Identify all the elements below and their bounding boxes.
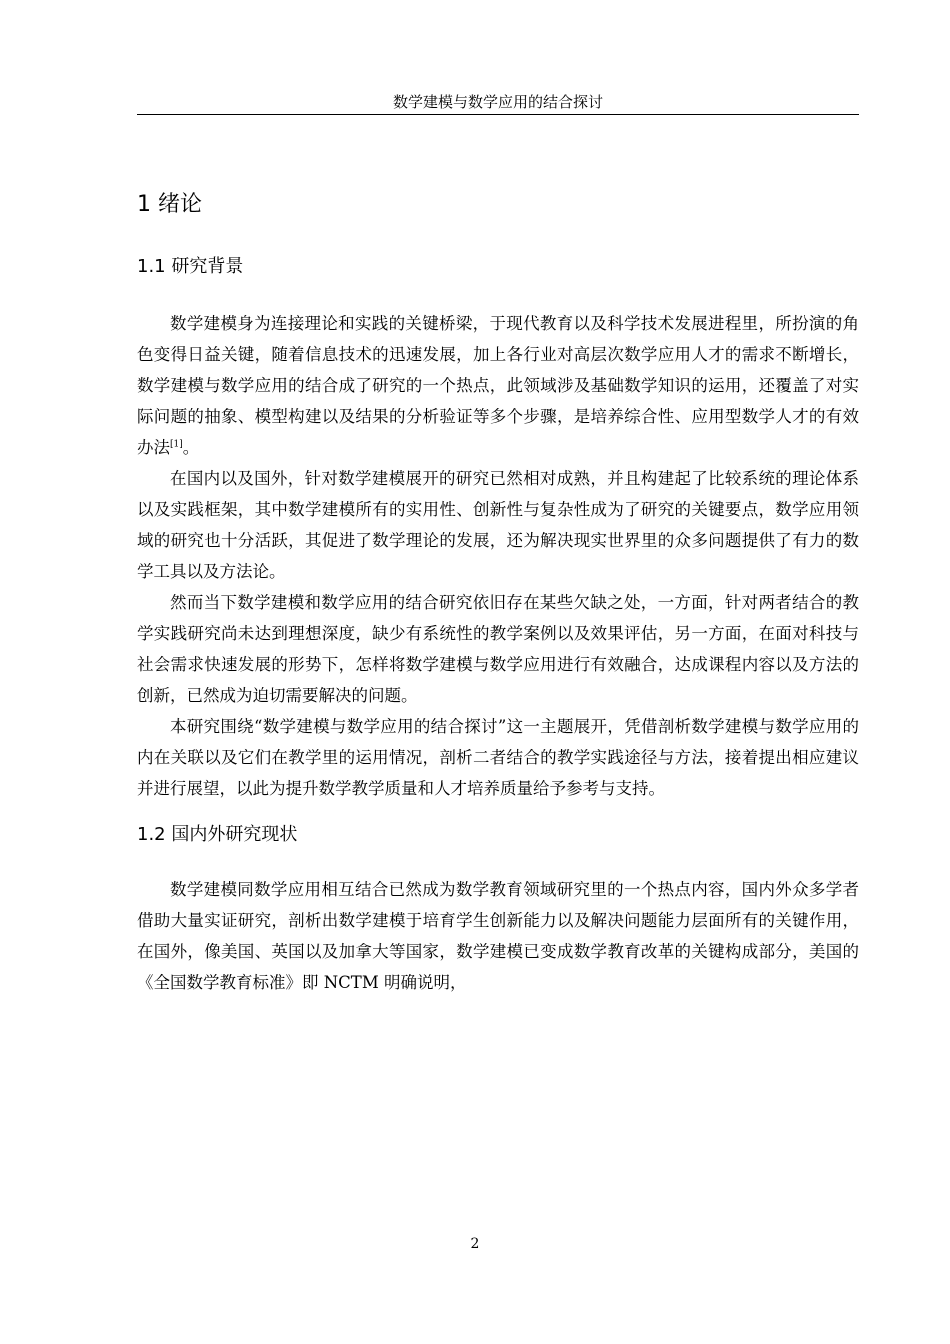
- paragraph-text: 数学建模身为连接理论和实践的关键桥梁，于现代教育以及科学技术发展进程里，所扮演的角色变得日益关键，随着信息技术的迅速发展，加上各行业对高层次数学应用人才的需求不断增长，数学建模与数学应用的结合成了研究的一个热点，此领域涉及基础数学知识的运用，还覆盖了对实际问题的抽象、模型构建以及结果的分析验证等多个步骤，是培养综合性、应用型数学人才的有效办法: [137, 314, 859, 457]
- paragraph-background-2: 在国内以及国外，针对数学建模展开的研究已然相对成熟，并且构建起了比较系统的理论体系以及实践框架，其中数学建模所有的实用性、创新性与复杂性成为了研究的关键要点，数学应用领域的研究也十分活跃，其促进了数学理论的发展，还为解决现实世界里的众多问题提供了有力的数学工具以及方法论。: [137, 469, 859, 581]
- paragraph-end: 。: [182, 438, 200, 457]
- paragraph-status-1: 数学建模同数学应用相互结合已然成为数学教育领域研究里的一个热点内容，国内外众多学者借助大量实证研究，剖析出数学建模于培育学生创新能力以及解决问题能力层面所有的关键作用，在国外，像美国、英国以及加拿大等国家，数学建模已变成数学教育改革的关键构成部分，美国的《全国数学教育标准》即 NCTM 明确说明，: [137, 880, 859, 992]
- running-header: 数学建模与数学应用的结合探讨: [392, 93, 603, 111]
- page-number: 2: [470, 1236, 480, 1252]
- section-title-1-1: 1.1 研究背景: [137, 256, 244, 277]
- chapter-title: 1 绪论: [137, 192, 202, 217]
- citation-ref[interactable]: [1]: [170, 439, 183, 450]
- page-content: [137, 188, 859, 998]
- paragraph-background-3: 然而当下数学建模和数学应用的结合研究依旧存在某些欠缺之处，一方面，针对两者结合的教学实践研究尚未达到理想深度，缺少有系统性的教学案例以及效果评估，另一方面，在面对科技与社会需求快速发展的形势下，怎样将数学建模与数学应用进行有效融合，达成课程内容以及方法的创新，已然成为迫切需要解决的问题。: [137, 593, 859, 705]
- section-title-1-2: 1.2 国内外研究现状: [137, 824, 298, 845]
- header-rule: [137, 114, 859, 115]
- paragraph-background-4: 本研究围绕“数学建模与数学应用的结合探讨”这一主题展开，凭借剖析数学建模与数学应用的内在关联以及它们在教学里的运用情况，剖析二者结合的教学实践途径与方法，接着提出相应建议并进行展望，以此为提升数学教学质量和人才培养质量给予参考与支持。: [137, 717, 859, 798]
- paragraph-background-1: [137, 308, 859, 463]
